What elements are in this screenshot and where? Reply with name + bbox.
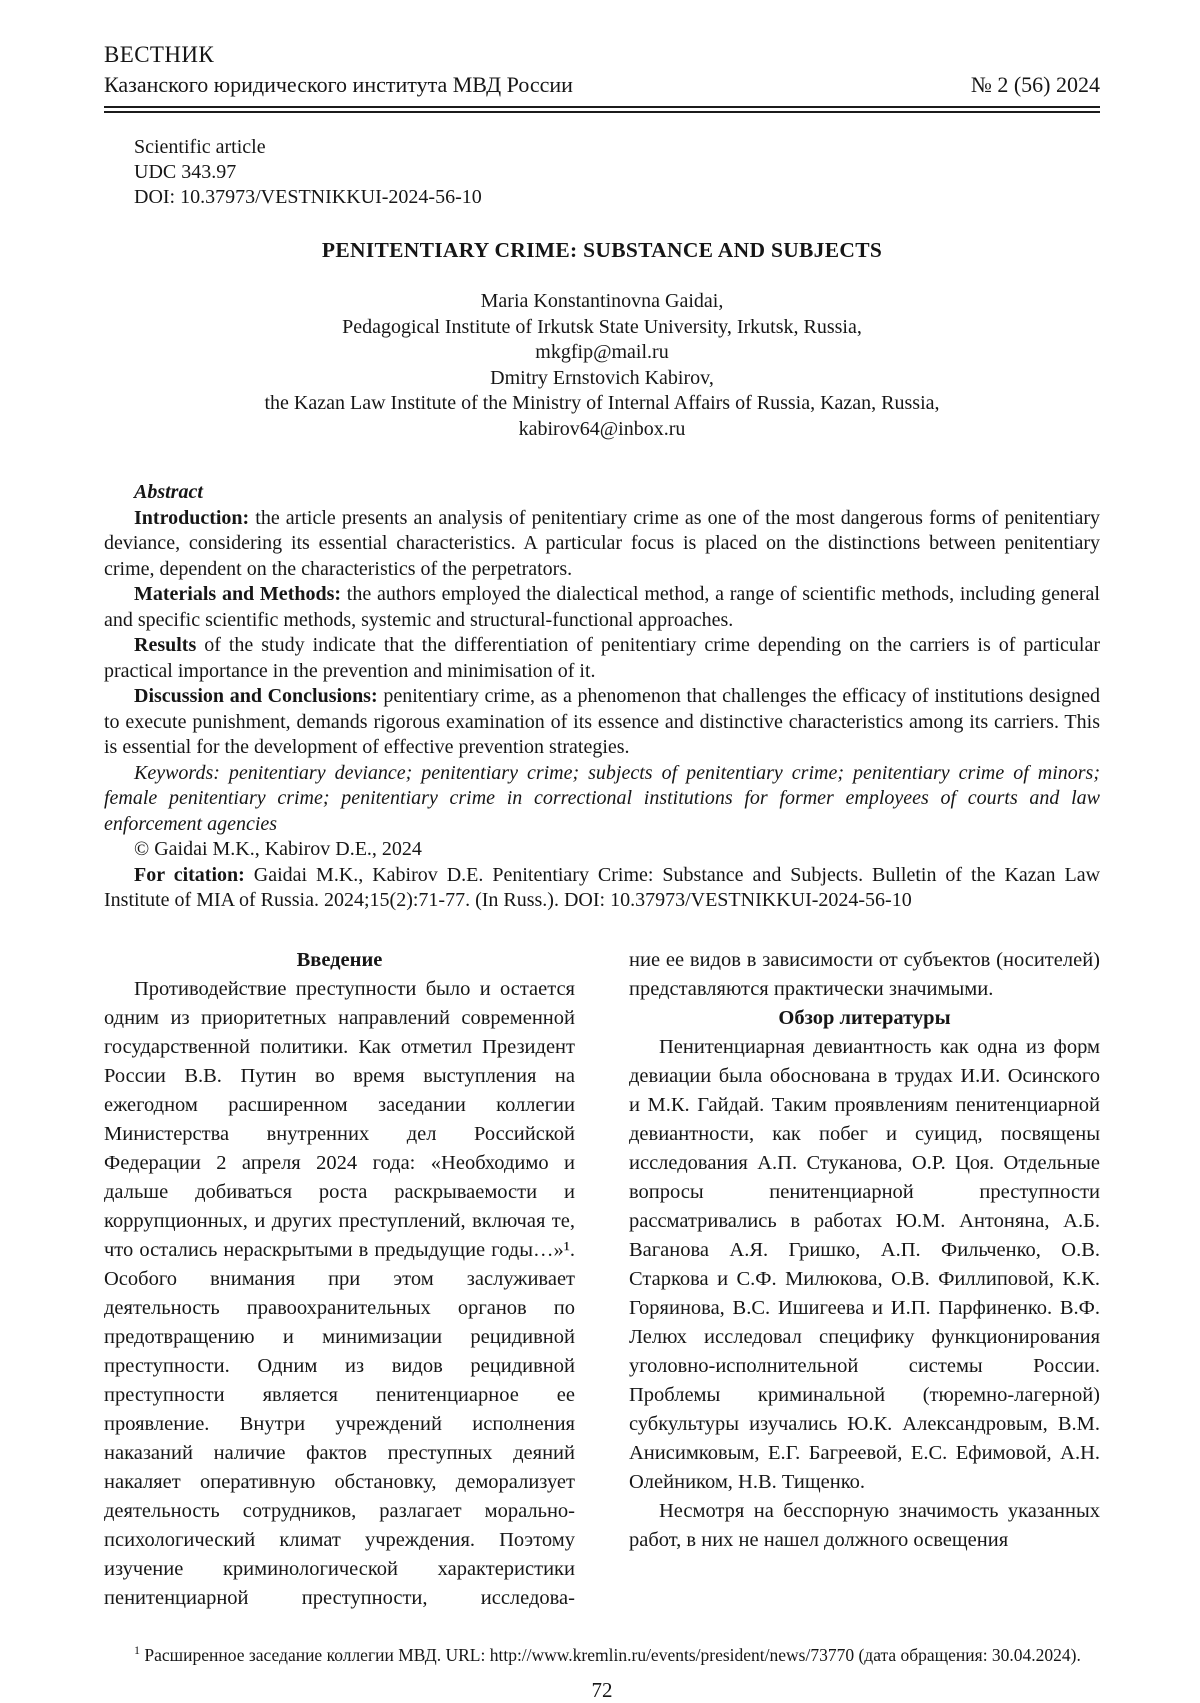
author-affiliation: the Kazan Law Institute of the Ministry of Internal Affairs of Russia, Kazan, Russia, [264,392,940,414]
citation-label: For citation: [134,863,245,886]
udc-code: UDC 343.97 [134,161,237,183]
issue-number: № 2 (56) 2024 [970,72,1100,97]
author-name: Maria Konstantinovna Gaidai, [480,290,724,312]
author-email: kabirov64@inbox.ru [518,417,686,440]
page-number: 72 [591,1678,613,1703]
abstract-paragraph-results [104,633,1100,684]
authors-block [104,289,1100,442]
two-column-body [104,946,1100,1613]
paragraph-label: Discussion and Conclusions: [134,685,378,707]
body-paragraph: Противодействие преступности было и остается одним из приоритетных направлений современной государственной политики. Как отметил Президент России В.В. Путин во время выступления на ежегодном расширенном заседании коллегии Министерства внутренних дел Российской Федерации 2 апреля 2024 года: «Необходимо и дальше добиваться роста раскрываемости и коррупционных, и других преступлений, включая те, что остались нераскрытыми в предыдущие годы…»¹. Особого внимания при этом заслуживает деятельность правоохранительных органов по предотвращению и минимизации рецидивной преступности. Одним из видов рецидивной преступности является пенитенциарное ее проявление. Внутри учреждений исполнения наказаний наличие фактов преступных деяний накаляет оперативную обстановку, деморализует деятельность сотрудников, разлагает морально-психологический климат учреждения. Поэтому изучение криминологической характеристики пенитенциарной преступности, исследова- [104,977,575,1609]
footnote-text: Расширенное заседание коллегии МВД. URL: http://www.kremlin.ru/events/president/news/73770 (дата обращения: 30.04.2024). [144,1644,1081,1665]
paragraph-text: penitentiary crime, as a phenomenon that challenges the efficacy of institutions designed to execute punishment, demands rigorous examination of its essence and distinctive characteristics among its carriers. This is essential for the development of effective prevention strategies. [104,685,1101,758]
author-email: mkgfip@mail.ru [535,341,669,363]
citation-line [104,863,1100,914]
abstract-block [104,480,1100,914]
abstract-heading: Abstract [134,481,203,503]
abstract-paragraph-introduction [104,506,1100,583]
doi-line: DOI: 10.37973/VESTNIKKUI-2024-56-10 [134,186,482,208]
article-type: Scientific article [134,136,266,158]
section-heading-introduction: Введение [296,948,383,971]
running-head [104,40,1100,113]
column-left [104,946,575,1613]
header-double-rule [104,106,1100,113]
copyright-line: © Gaidai M.K., Kabirov D.E., 2024 [134,838,422,860]
paragraph-label: Results [134,634,197,656]
paragraph-label: Materials and Methods: [134,583,342,605]
footnote [104,1639,1100,1667]
author-name: Dmitry Ernstovich Kabirov, [490,366,714,389]
column-right [629,946,1100,1613]
paragraph-text: the authors employed the dialectical method, a range of scientific methods, including general and specific scientific methods, systemic and structural-functional approaches. [104,583,1100,631]
author-affiliation: Pedagogical Institute of Irkutsk State University, Irkutsk, Russia, [342,315,862,338]
paragraph-text: the article presents an analysis of penitentiary crime as one of the most dangerous forms of penitentiary deviance, considering its essential characteristics. A particular focus is placed on the distinctions between penitentiary crime, dependent on the characteristics of the perpetrators. [104,506,1100,580]
section-heading-literature-review: Обзор литературы [778,1006,951,1029]
article-meta [104,135,1100,210]
article-title: PENITENTIARY CRIME: SUBSTANCE AND SUBJECTS [321,238,883,262]
body-paragraph: Несмотря на бесспорную значимость указанных работ, в них не нашел должного освещения [629,1499,1100,1551]
paragraph-text: of the study indicate that the differentiation of penitentiary crime depending on the carriers is of particular practical importance in the prevention and minimisation of it. [104,634,1101,682]
abstract-paragraph-discussion [104,684,1100,761]
body-paragraph-continuation: ние ее видов в зависимости от субъектов (носителей) представляются практически значимыми. [629,948,1100,1000]
journal-name-line2: Казанского юридического института МВД России [104,72,573,97]
journal-name-line1: ВЕСТНИК [104,42,215,67]
body-paragraph: Пенитенциарная девиантность как одна из форм девиации была обоснована в трудах И.И. Осинского и М.К. Гайдай. Таким проявлениям пенитенциарной девиантности, как побег и суицид, посвящены исследования А.П. Стуканова, О.Р. Цоя. Отдельные вопросы пенитенциарной преступности рассматривались в работах Ю.М. Антоняна, А.Б. Ваганова А.Я. Гришко, А.П. Фильченко, О.В. Старкова и С.Ф. Милюкова, О.В. Филлиповой, К.К. Горяинова, В.С. Ишигеева и И.П. Парфиненко. В.Ф. Лелюх исследовал специфику функционирования уголовно-исполнительной системы России. Проблемы криминальной (тюремно-лагерной) субкультуры изучались Ю.К. Александровым, В.М. Анисимковым, Е.Г. Багреевой, Е.С. Ефимовой, А.Н. Олейником, Н.В. Тищенко. [629,1035,1100,1493]
abstract-paragraph-materials [104,582,1100,633]
footnote-marker: 1 [134,1642,140,1657]
citation-text: Gaidai M.K., Kabirov D.E. Penitentiary Crime: Substance and Subjects. Bulletin of the Kazan Law Institute of MIA of Russia. 2024;15(2):71-77. (In Russ.). DOI: 10.37973/VESTNIKKUI-2024-56-10 [104,863,1101,911]
keywords: Keywords: penitentiary deviance; penitentiary crime; subjects of penitentiary crime; penitentiary crime of minors; female penitentiary crime; penitentiary crime in correctional institutions for former employees of courts and law enforcement agencies [104,761,1100,835]
paragraph-label: Introduction: [134,506,250,529]
